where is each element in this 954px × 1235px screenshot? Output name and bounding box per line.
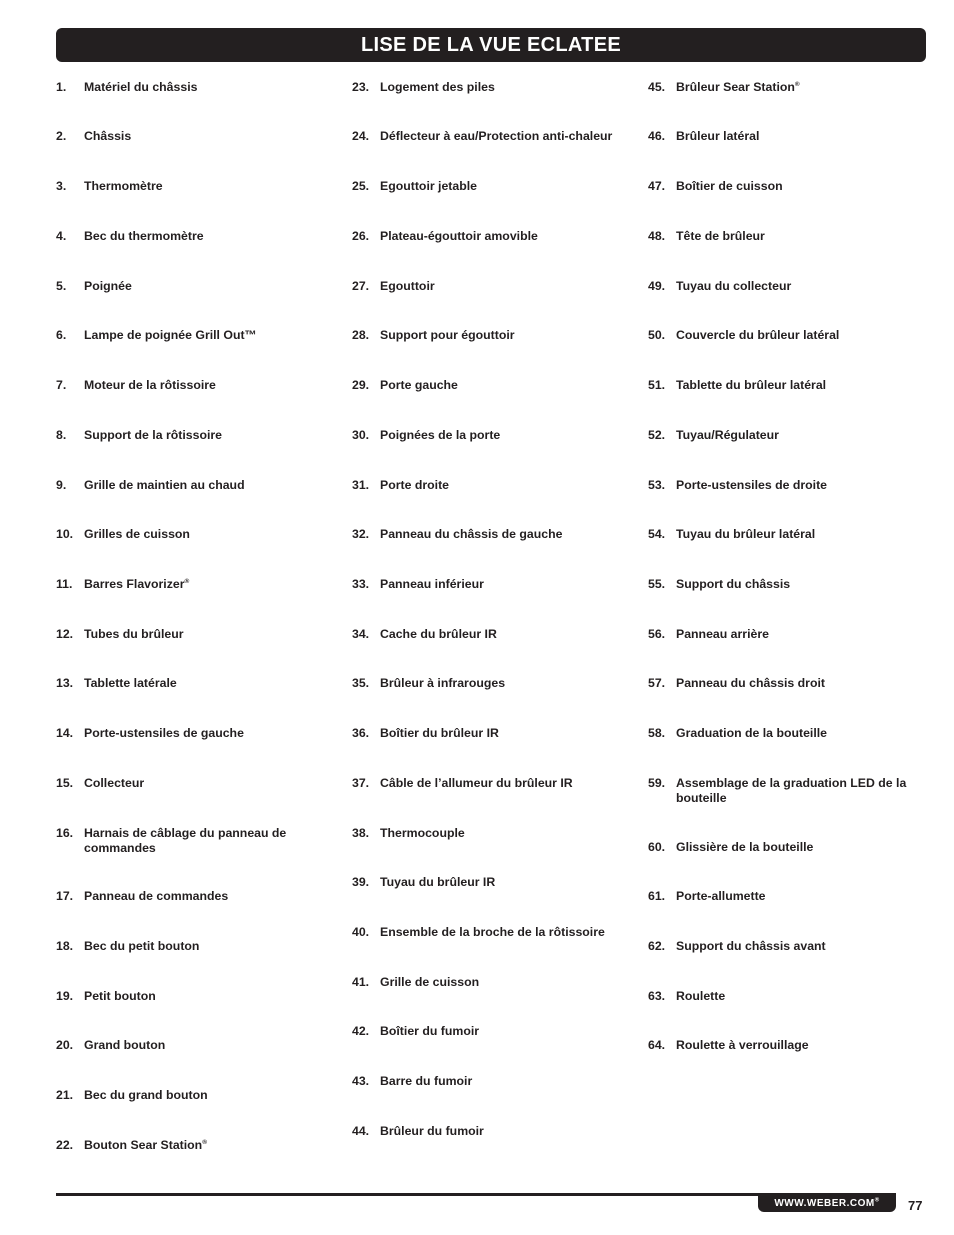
part-name-wrapper	[380, 826, 620, 841]
part-number: 31.	[352, 478, 370, 492]
part-list-item	[56, 889, 324, 904]
part-name: Plateau-égouttoir amovible	[380, 229, 538, 243]
part-name: Tuyau/Régulateur	[676, 428, 779, 442]
part-name: Moteur de la rôtissoire	[84, 378, 216, 392]
part-name-wrapper	[676, 428, 916, 443]
page-number: 77	[908, 1198, 923, 1213]
part-name: Grille de cuisson	[380, 975, 480, 989]
part-name-wrapper	[676, 80, 916, 95]
part-list-item	[648, 179, 916, 194]
part-list-item	[648, 726, 916, 741]
part-number: 55.	[648, 577, 666, 591]
part-list-item	[352, 577, 620, 592]
part-name-wrapper	[380, 726, 620, 741]
part-name-wrapper	[380, 627, 620, 642]
part-number: 45.	[648, 80, 666, 94]
part-list-item	[352, 279, 620, 294]
part-list-item	[352, 826, 620, 841]
part-name: Couvercle du brûleur latéral	[676, 328, 840, 342]
part-name: Tubes du brûleur	[84, 627, 184, 641]
part-name: Thermocouple	[380, 826, 465, 840]
part-number: 9.	[56, 478, 67, 492]
part-name-wrapper	[676, 378, 916, 393]
part-number: 1.	[56, 80, 67, 94]
part-number: 18.	[56, 939, 74, 953]
part-number: 54.	[648, 527, 666, 541]
part-name: Support de la rôtissoire	[84, 428, 223, 442]
part-name-wrapper	[380, 676, 620, 691]
part-name-wrapper	[380, 229, 620, 244]
part-list-item	[352, 328, 620, 343]
part-name-wrapper	[676, 179, 916, 194]
part-number: 56.	[648, 627, 666, 641]
part-name: Grille de maintien au chaud	[84, 478, 245, 492]
part-number: 11.	[56, 577, 73, 591]
website-badge	[758, 1194, 896, 1212]
part-number: 47.	[648, 179, 666, 193]
part-number: 6.	[56, 328, 67, 342]
part-list-item	[56, 939, 324, 954]
part-name-wrapper	[380, 527, 620, 542]
part-name: Porte-ustensiles de droite	[676, 478, 828, 492]
part-list-item	[56, 478, 324, 493]
part-number: 33.	[352, 577, 370, 591]
part-list-item	[648, 378, 916, 393]
part-number: 19.	[56, 989, 74, 1003]
registered-mark: ®	[794, 80, 800, 88]
part-number: 63.	[648, 989, 666, 1003]
part-list-item	[56, 726, 324, 741]
part-name: Glissière de la bouteille	[676, 840, 814, 854]
website-registered-mark: ®	[874, 1197, 880, 1204]
part-name: Petit bouton	[84, 989, 156, 1003]
part-number: 29.	[352, 378, 370, 392]
part-name-wrapper	[84, 279, 324, 294]
part-name: Barres Flavorizer	[84, 577, 185, 591]
part-number: 49.	[648, 279, 666, 293]
part-number: 57.	[648, 676, 666, 690]
part-name: Thermomètre	[84, 179, 163, 193]
part-name-wrapper	[84, 889, 324, 904]
part-number: 7.	[56, 378, 67, 392]
part-name: Panneau inférieur	[380, 577, 484, 591]
part-list-item	[56, 577, 324, 592]
part-name: Châssis	[84, 129, 132, 143]
part-number: 44.	[352, 1124, 370, 1138]
part-number: 17.	[56, 889, 74, 903]
part-number: 53.	[648, 478, 666, 492]
part-name: Panneau du châssis droit	[676, 676, 825, 690]
part-name: Egouttoir	[380, 279, 435, 293]
part-name-wrapper	[84, 229, 324, 244]
part-number: 39.	[352, 875, 370, 889]
part-list-item	[352, 378, 620, 393]
part-name-wrapper	[380, 378, 620, 393]
part-name: Lampe de poignée Grill Out™	[84, 328, 257, 342]
part-number: 60.	[648, 840, 666, 854]
part-list-item	[648, 577, 916, 592]
part-number: 20.	[56, 1038, 74, 1052]
part-name-wrapper	[676, 129, 916, 144]
part-name-wrapper	[380, 1024, 620, 1039]
part-name-wrapper	[84, 428, 324, 443]
part-number: 37.	[352, 776, 370, 790]
part-number: 27.	[352, 279, 370, 293]
part-name-wrapper	[84, 478, 324, 493]
part-name: Brûleur Sear Station	[676, 80, 795, 94]
part-list-item	[352, 80, 620, 95]
part-list-item	[56, 527, 324, 542]
part-number: 16.	[56, 826, 74, 840]
part-list-item	[648, 627, 916, 642]
part-list-item	[648, 328, 916, 343]
website-text: WWW.WEBER.COM	[774, 1197, 875, 1209]
part-name-wrapper	[676, 478, 916, 493]
part-name-wrapper	[84, 1088, 324, 1103]
part-number: 41.	[352, 975, 370, 989]
part-name-wrapper	[380, 80, 620, 95]
part-name-wrapper	[84, 328, 324, 343]
part-list-item	[56, 1138, 324, 1153]
part-name-wrapper	[676, 229, 916, 244]
part-list-item	[56, 378, 324, 393]
part-name-wrapper	[676, 527, 916, 542]
part-number: 58.	[648, 726, 666, 740]
part-list-item	[352, 875, 620, 890]
part-name-wrapper	[84, 939, 324, 954]
part-name-wrapper	[380, 776, 620, 791]
part-name-wrapper	[380, 875, 620, 890]
part-name: Logement des piles	[380, 80, 495, 94]
part-list-item	[56, 229, 324, 244]
part-list-item	[352, 527, 620, 542]
part-name: Tuyau du brûleur IR	[380, 875, 496, 889]
part-name-wrapper	[84, 577, 324, 592]
part-number: 34.	[352, 627, 370, 641]
part-name: Porte-ustensiles de gauche	[84, 726, 244, 740]
part-name: Brûleur du fumoir	[380, 1124, 484, 1138]
part-list-item	[352, 478, 620, 493]
part-list-item	[352, 925, 620, 940]
part-list-item	[352, 627, 620, 642]
part-name: Porte droite	[380, 478, 450, 492]
part-name: Câble de l’allumeur du brûleur IR	[380, 776, 573, 790]
part-name: Roulette à verrouillage	[676, 1038, 809, 1052]
part-name: Harnais de câblage du panneau de commandes	[84, 826, 287, 855]
part-list-item	[648, 939, 916, 954]
part-number: 23.	[352, 80, 370, 94]
part-name: Barre du fumoir	[380, 1074, 473, 1088]
part-name: Bouton Sear Station	[84, 1138, 203, 1152]
part-name: Ensemble de la broche de la rôtissoire	[380, 925, 605, 939]
part-name-wrapper	[84, 1038, 324, 1053]
part-name-wrapper	[84, 378, 324, 393]
part-list-item	[648, 527, 916, 542]
part-name-wrapper	[380, 279, 620, 294]
part-name-wrapper	[676, 676, 916, 691]
part-list-item	[648, 428, 916, 443]
part-list-item	[56, 989, 324, 1004]
part-name: Panneau du châssis de gauche	[380, 527, 563, 541]
part-list-item	[352, 428, 620, 443]
part-name: Boîtier du brûleur IR	[380, 726, 499, 740]
part-list-item	[56, 279, 324, 294]
title-bar	[56, 28, 926, 62]
part-name-wrapper	[676, 1038, 916, 1053]
part-name-wrapper	[84, 527, 324, 542]
part-name-wrapper	[676, 577, 916, 592]
part-list-item	[56, 1038, 324, 1053]
part-name: Tablette latérale	[84, 676, 177, 690]
part-list-item	[56, 826, 324, 855]
part-number: 4.	[56, 229, 67, 243]
part-name-wrapper	[676, 328, 916, 343]
part-name: Assemblage de la graduation LED de la bouteille	[676, 776, 907, 805]
part-list-item	[56, 676, 324, 691]
part-name: Poignées de la porte	[380, 428, 501, 442]
part-name: Support du châssis	[676, 577, 791, 591]
part-name: Grilles de cuisson	[84, 527, 190, 541]
part-name-wrapper	[380, 478, 620, 493]
part-name-wrapper	[380, 1124, 620, 1139]
part-list-item	[648, 129, 916, 144]
part-number: 59.	[648, 776, 666, 790]
part-number: 13.	[56, 676, 74, 690]
registered-mark: ®	[202, 1138, 207, 1146]
part-name: Bec du thermomètre	[84, 229, 204, 243]
part-name: Poignée	[84, 279, 132, 293]
part-number: 64.	[648, 1038, 666, 1052]
part-name: Graduation de la bouteille	[676, 726, 827, 740]
part-number: 50.	[648, 328, 666, 342]
part-number: 10.	[56, 527, 74, 541]
part-name-wrapper	[676, 939, 916, 954]
part-name: Collecteur	[84, 776, 145, 790]
part-name: Roulette	[676, 989, 726, 1003]
part-list-item	[352, 229, 620, 244]
part-number: 8.	[56, 428, 67, 442]
part-name-wrapper	[676, 279, 916, 294]
part-list-item	[352, 726, 620, 741]
part-list-item	[352, 129, 620, 144]
part-name: Support pour égouttoir	[380, 328, 515, 342]
part-number: 61.	[648, 889, 666, 903]
part-name: Porte gauche	[380, 378, 458, 392]
part-list-item	[648, 776, 916, 805]
part-name: Tablette du brûleur latéral	[676, 378, 827, 392]
part-name-wrapper	[84, 726, 324, 741]
part-name: Brûleur latéral	[676, 129, 760, 143]
part-name: Bec du petit bouton	[84, 939, 200, 953]
part-name-wrapper	[84, 1138, 324, 1153]
part-name: Matériel du châssis	[84, 80, 198, 94]
part-name-wrapper	[84, 989, 324, 1004]
part-list-item	[648, 889, 916, 904]
part-list-item	[648, 840, 916, 855]
part-name: Boîtier de cuisson	[676, 179, 783, 193]
part-number: 22.	[56, 1138, 74, 1152]
part-list-item	[56, 1088, 324, 1103]
part-name: Porte-allumette	[676, 889, 766, 903]
part-number: 2.	[56, 129, 67, 143]
part-name: Egouttoir jetable	[380, 179, 478, 193]
part-name-wrapper	[380, 1074, 620, 1089]
part-name: Panneau arrière	[676, 627, 769, 641]
part-number: 43.	[352, 1074, 370, 1088]
part-list-item	[56, 129, 324, 144]
part-name: Bec du grand bouton	[84, 1088, 208, 1102]
part-name-wrapper	[380, 975, 620, 990]
part-name-wrapper	[380, 129, 620, 144]
part-list-item	[56, 627, 324, 642]
part-number: 35.	[352, 676, 370, 690]
part-number: 42.	[352, 1024, 370, 1038]
part-name: Brûleur à infrarouges	[380, 676, 506, 690]
part-name-wrapper	[380, 428, 620, 443]
part-name-wrapper	[84, 129, 324, 144]
part-number: 52.	[648, 428, 666, 442]
part-list-item	[648, 989, 916, 1004]
part-name-wrapper	[380, 328, 620, 343]
part-name-wrapper	[380, 925, 620, 940]
part-name: Grand bouton	[84, 1038, 166, 1052]
part-name: Support du châssis avant	[676, 939, 826, 953]
part-name-wrapper	[676, 627, 916, 642]
part-name-wrapper	[676, 776, 916, 805]
part-number: 28.	[352, 328, 370, 342]
part-name-wrapper	[84, 179, 324, 194]
part-list-item	[352, 975, 620, 990]
part-number: 36.	[352, 726, 370, 740]
part-number: 40.	[352, 925, 370, 939]
part-list-item	[352, 179, 620, 194]
part-name-wrapper	[84, 627, 324, 642]
part-list-item	[56, 80, 324, 95]
part-name-wrapper	[676, 726, 916, 741]
part-number: 26.	[352, 229, 370, 243]
part-name-wrapper	[84, 826, 324, 855]
page-title: LISE DE LA VUE ECLATEE	[361, 33, 621, 56]
part-number: 48.	[648, 229, 666, 243]
part-name-wrapper	[84, 776, 324, 791]
part-name-wrapper	[84, 676, 324, 691]
part-list-item	[56, 328, 324, 343]
part-name-wrapper	[676, 840, 916, 855]
part-name: Tuyau du collecteur	[676, 279, 792, 293]
part-list-item	[648, 279, 916, 294]
part-list-item	[648, 478, 916, 493]
part-number: 15.	[56, 776, 74, 790]
part-number: 25.	[352, 179, 370, 193]
part-name: Boîtier du fumoir	[380, 1024, 480, 1038]
part-number: 32.	[352, 527, 370, 541]
part-number: 30.	[352, 428, 370, 442]
part-list-item	[56, 428, 324, 443]
part-list-item	[56, 179, 324, 194]
part-list-item	[352, 676, 620, 691]
part-list-item	[648, 80, 916, 95]
part-number: 24.	[352, 129, 370, 143]
part-name-wrapper	[380, 577, 620, 592]
part-name: Tête de brûleur	[676, 229, 765, 243]
part-list-item	[648, 229, 916, 244]
part-number: 12.	[56, 627, 74, 641]
part-number: 46.	[648, 129, 666, 143]
part-number: 14.	[56, 726, 74, 740]
part-name: Déflecteur à eau/Protection anti-chaleur	[380, 129, 613, 143]
part-number: 3.	[56, 179, 67, 193]
part-list-item	[352, 776, 620, 791]
part-list-item	[352, 1074, 620, 1089]
part-number: 62.	[648, 939, 666, 953]
part-list-item	[648, 676, 916, 691]
part-name-wrapper	[676, 889, 916, 904]
part-name: Panneau de commandes	[84, 889, 229, 903]
part-list-item	[352, 1024, 620, 1039]
part-name-wrapper	[676, 989, 916, 1004]
part-name: Cache du brûleur IR	[380, 627, 497, 641]
part-name: Tuyau du brûleur latéral	[676, 527, 816, 541]
part-name-wrapper	[380, 179, 620, 194]
part-number: 38.	[352, 826, 370, 840]
part-list-item	[648, 1038, 916, 1053]
registered-mark: ®	[184, 577, 190, 585]
part-list-item	[352, 1124, 620, 1139]
part-name-wrapper	[84, 80, 324, 95]
part-number: 21.	[56, 1088, 74, 1102]
part-number: 5.	[56, 279, 67, 293]
part-number: 51.	[648, 378, 666, 392]
part-list-item	[56, 776, 324, 791]
